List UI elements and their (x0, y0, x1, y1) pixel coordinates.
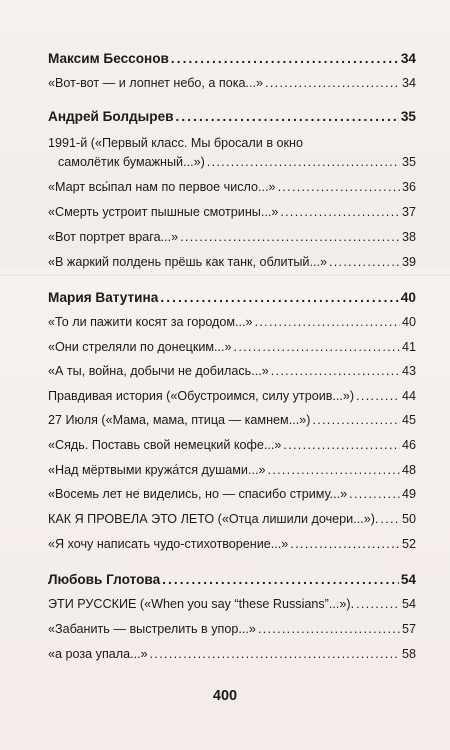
page-number: 400 (212, 688, 238, 704)
toc-entry-line (48, 133, 416, 153)
dot-leader (290, 534, 400, 554)
toc-entry (48, 619, 416, 639)
toc-entry (48, 152, 416, 172)
toc-entry (48, 644, 416, 664)
author-page: 35 (400, 109, 416, 124)
entry-page: 58 (401, 647, 416, 661)
entry-page: 45 (401, 413, 416, 427)
entry-title: КАК Я ПРОВЕЛА ЭТО ЛЕТО («Отца лишили дочери...»). (48, 512, 379, 526)
entry-page: 50 (401, 512, 416, 526)
page-fold-shadow (0, 274, 450, 276)
entry-page: 49 (401, 487, 416, 501)
toc-entry (48, 227, 416, 247)
entry-page: 40 (401, 315, 416, 329)
entry-page: 34 (401, 76, 416, 90)
entry-page: 41 (401, 340, 416, 354)
dot-leader (234, 337, 400, 357)
dot-leader (312, 410, 400, 430)
toc-author-row (48, 49, 416, 69)
entry-title: «Сядь. Поставь свой немецкий кофе...» (48, 438, 282, 452)
dot-leader (255, 312, 400, 332)
dot-leader (283, 435, 400, 455)
entry-title: «Вот портрет врага...» (48, 230, 179, 244)
entry-title: «Забанить — выстрелить в упор...» (48, 622, 256, 636)
toc-author-row (48, 107, 416, 127)
author-name: Любовь Глотова (48, 572, 161, 587)
dot-leader (356, 386, 400, 406)
entry-title: 1991-й («Первый класс. Мы бросали в окно (48, 136, 303, 150)
entry-title: ЭТИ РУССКИЕ («When you say “these Russians”...»). (48, 597, 355, 611)
toc-entry (48, 435, 416, 455)
dot-leader (162, 570, 399, 590)
dot-leader (380, 509, 400, 529)
dot-leader (258, 619, 400, 639)
dot-leader (267, 460, 400, 480)
toc-entry (48, 484, 416, 504)
toc-entry (48, 534, 416, 554)
toc-author-row (48, 570, 416, 590)
entry-page: 36 (401, 180, 416, 194)
dot-leader (160, 288, 399, 308)
toc-entry (48, 361, 416, 381)
author-page: 54 (400, 572, 416, 587)
dot-leader (271, 361, 400, 381)
dot-leader (329, 252, 400, 272)
entry-page: 52 (401, 537, 416, 551)
dot-leader (349, 484, 400, 504)
author-page: 34 (400, 51, 416, 66)
entry-page: 48 (401, 463, 416, 477)
entry-title: «А ты, война, добычи не добилась...» (48, 364, 269, 378)
toc-entry (48, 509, 416, 529)
author-name: Мария Ватутина (48, 290, 159, 305)
entry-title: «Я хочу написать чудо-стихотворение...» (48, 537, 289, 551)
dot-leader (278, 177, 400, 197)
entry-page: 39 (401, 255, 416, 269)
entry-title-continued: самолётик бумажный...») (58, 155, 205, 169)
entry-title: «То ли пажити косят за городом...» (48, 315, 253, 329)
entry-page: 54 (401, 597, 416, 611)
dot-leader (207, 152, 400, 172)
entry-title: «Март вcы́пал нам по первое число...» (48, 180, 276, 194)
dot-leader (150, 644, 400, 664)
toc-entry (48, 202, 416, 222)
entry-title: Правдивая история («Обустроимся, силу утроив...») (48, 389, 355, 403)
entry-page: 35 (401, 155, 416, 169)
entry-page: 43 (401, 364, 416, 378)
toc-entry (48, 312, 416, 332)
entry-title: 27 Июля («Мама, мама, птица — камнем...») (48, 413, 311, 427)
toc-entry (48, 410, 416, 430)
toc-entry (48, 386, 416, 406)
entry-title: «Вот-вот — и лопнет небо, а пока...» (48, 76, 264, 90)
dot-leader (171, 49, 399, 69)
toc-entry (48, 73, 416, 93)
entry-page: 37 (401, 205, 416, 219)
dot-leader (356, 594, 400, 614)
dot-leader (180, 227, 400, 247)
entry-title: «а роза упала...» (48, 647, 148, 661)
toc-entry (48, 252, 416, 272)
entry-title: «В жаркий полдень прёшь как танк, облитый...» (48, 255, 327, 269)
author-name: Андрей Болдырев (48, 109, 174, 124)
toc-entry (48, 177, 416, 197)
entry-page: 46 (401, 438, 416, 452)
entry-title: «Смерть устроит пышные смотрины...» (48, 205, 279, 219)
toc-entry (48, 460, 416, 480)
dot-leader (265, 73, 400, 93)
author-page: 40 (400, 290, 416, 305)
toc-author-row (48, 288, 416, 308)
entry-title: «Над мёртвыми кружа́тся душами...» (48, 463, 266, 477)
entry-title: «Они стреляли по донецким...» (48, 340, 232, 354)
entry-title: «Восемь лет не виделись, но — спасибо стриму...» (48, 487, 348, 501)
dot-leader (280, 202, 400, 222)
entry-page: 57 (401, 622, 416, 636)
toc-entry (48, 594, 416, 614)
dot-leader (175, 107, 398, 127)
entry-page: 38 (401, 230, 416, 244)
entry-page: 44 (401, 389, 416, 403)
toc-entry (48, 337, 416, 357)
author-name: Максим Бессонов (48, 51, 169, 66)
